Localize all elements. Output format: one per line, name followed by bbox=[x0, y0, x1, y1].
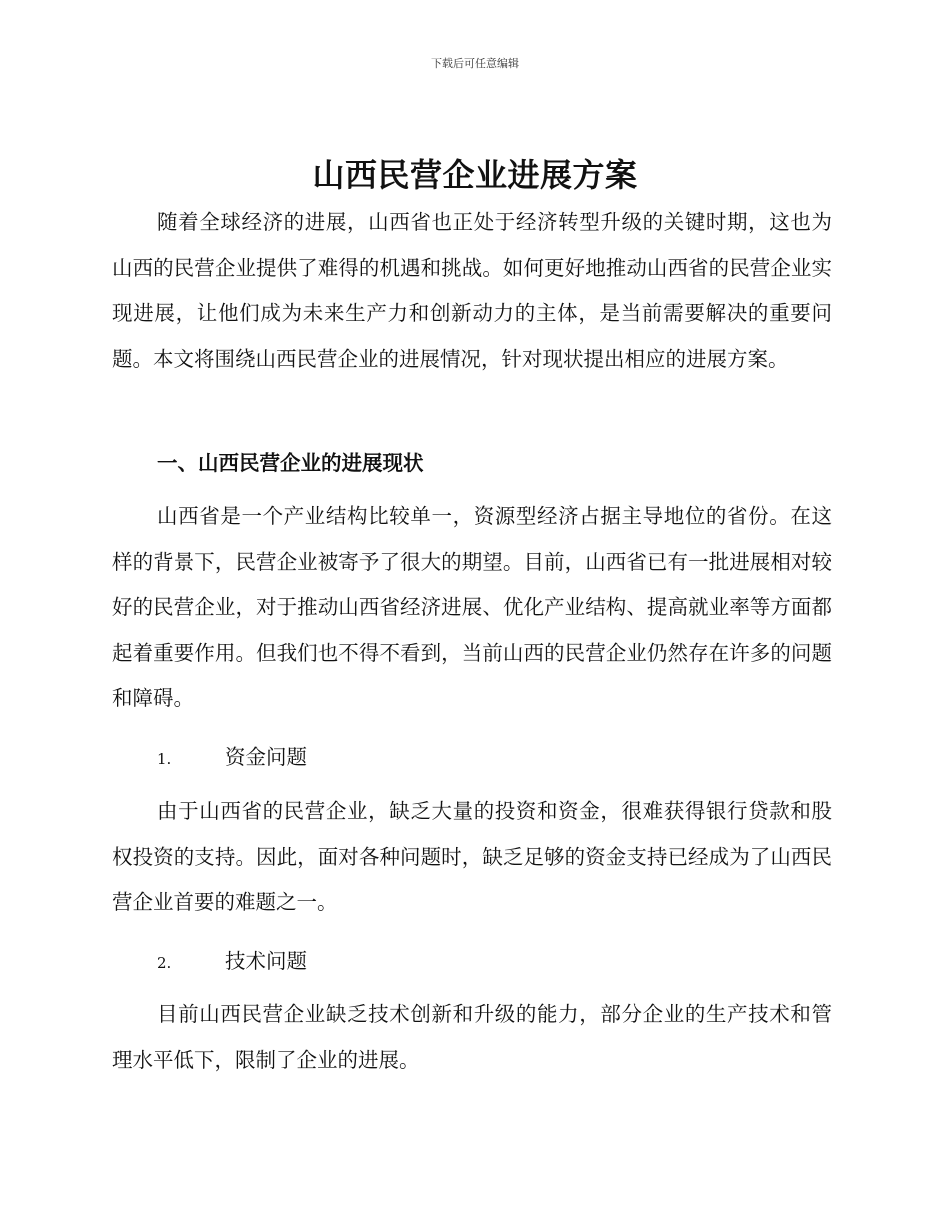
list-item-1 bbox=[157, 740, 307, 770]
intro-paragraph: 随着全球经济的进展，山西省也正处于经济转型升级的关键时期，这也为山西的民营企业提供了难得的机遇和挑战。如何更好地推动山西省的民营企业实现进展，让他们成为未来生产力和创新动力的主体，是当前需要解决的重要问题。本文将围绕山西民营企业的进展情况，针对现状提出相应的进展方案。 bbox=[112, 210, 832, 371]
list-item-number: 1. bbox=[157, 750, 172, 768]
section-paragraph: 山西省是一个产业结构比较单一，资源型经济占据主导地位的省份。在这样的背景下，民营企业被寄予了很大的期望。目前，山西省已有一批进展相对较好的民营企业，对于推动山西省经济进展、优化产业结构、提高就业率等方面都起着重要作用。但我们也不得不看到，当前山西的民营企业仍然存在许多的问题和障碍。 bbox=[112, 504, 832, 710]
item-2-paragraph: 目前山西民营企业缺乏技术创新和升级的能力，部分企业的生产技术和管理水平低下，限制了企业的进展。 bbox=[112, 1002, 832, 1072]
header-note: 下载后可任意编辑 bbox=[431, 57, 519, 70]
document-title: 山西民营企业进展方案 bbox=[312, 156, 638, 194]
list-item-number: 2. bbox=[157, 954, 172, 972]
section-heading: 一、山西民营企业的进展现状 bbox=[157, 451, 424, 475]
item-1-paragraph: 由于山西省的民营企业，缺乏大量的投资和资金，很难获得银行贷款和股权投资的支持。因此，面对各种问题时，缺乏足够的资金支持已经成为了山西民营企业首要的难题之一。 bbox=[112, 799, 832, 914]
list-item-title: 资金问题 bbox=[225, 745, 307, 769]
list-item-title: 技术问题 bbox=[225, 949, 307, 973]
list-item-2 bbox=[157, 944, 307, 974]
